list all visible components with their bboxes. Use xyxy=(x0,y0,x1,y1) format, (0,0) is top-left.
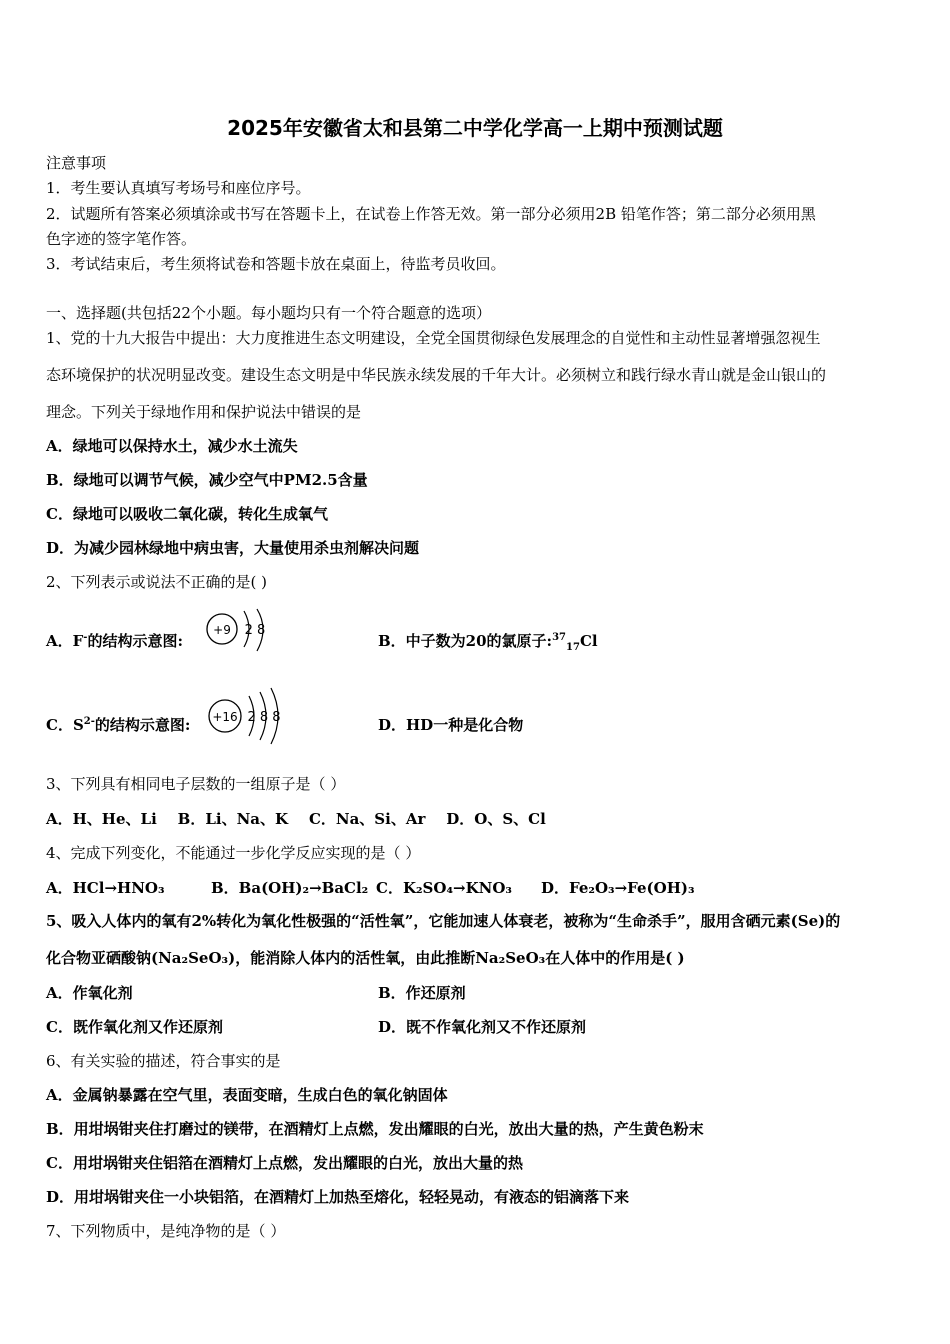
question-6-option-b: B．用坩埚钳夹住打磨过的镁带，在酒精灯上点燃，发出耀眼的白光，放出大量的热，产生黄色粉末 xyxy=(46,1120,704,1138)
question-4-option-d: D．Fe₂O₃→Fe(OH)₃ xyxy=(541,879,695,897)
notice-item: 1．考生要认真填写考场号和座位序号。 xyxy=(46,179,311,197)
question-7-stem: 7、下列物质中，是纯净物的是（ ） xyxy=(46,1222,286,1240)
notice-heading: 注意事项 xyxy=(46,154,107,172)
s-shell-electrons: 2 8 8 xyxy=(247,710,281,725)
question-1-option-b: B．绿地可以调节气候，减少空气中PM2.5含量 xyxy=(46,471,368,489)
chlorine-mass-number: 37 xyxy=(552,632,567,643)
s-nucleus-label: +16 xyxy=(212,710,238,724)
question-5-stem: 化合物亚硒酸钠(Na₂SeO₃)，能消除人体内的活性氧，由此推断Na₂SeO₃在人体中的作用是( ) xyxy=(46,949,685,967)
f-shell-electrons: 2 8 xyxy=(244,623,266,638)
question-4-option-c: C．K₂SO₄→KNO₃ xyxy=(376,879,512,897)
question-4-stem: 4、完成下列变化，不能通过一步化学反应实现的是（ ） xyxy=(46,844,421,862)
question-6-stem: 6、有关实验的描述，符合事实的是 xyxy=(46,1052,281,1070)
chlorine-atomic-number: 17 xyxy=(566,642,580,653)
question-6-option-c: C．用坩埚钳夹住铝箔在酒精灯上点燃，发出耀眼的白光，放出大量的热 xyxy=(46,1154,523,1172)
question-1-option-a: A．绿地可以保持水土，减少水土流失 xyxy=(46,437,298,455)
question-1-option-c: C．绿地可以吸收二氧化碳，转化生成氧气 xyxy=(46,505,328,523)
question-5-stem: 5、吸入人体内的氧有2%转化为氧化性极强的“活性氧”，它能加速人体衰老，被称为“生命杀手”，服用含硒元素(Se)的 xyxy=(46,912,841,930)
question-2-option-d: D．HD一种是化合物 xyxy=(378,716,524,734)
question-5-option-b: B．作还原剂 xyxy=(378,984,466,1002)
fluoride-structure-diagram xyxy=(202,607,272,657)
question-1-option-d: D．为减少园林绿地中病虫害，大量使用杀虫剂解决问题 xyxy=(46,539,420,557)
question-6-option-a: A．金属钠暴露在空气里，表面变暗，生成白色的氧化钠固体 xyxy=(46,1086,448,1104)
question-6-option-d: D．用坩埚钳夹住一小块铝箔，在酒精灯上加热至熔化，轻轻晃动，有液态的铝滴落下来 xyxy=(46,1188,630,1206)
chlorine-symbol: Cl xyxy=(579,632,598,650)
f-nucleus-label: +9 xyxy=(213,623,231,637)
question-5-option-a: A．作氧化剂 xyxy=(46,984,133,1002)
question-2-option-b xyxy=(378,630,908,653)
section-heading: 一、选择题(共包括22个小题。每小题均只有一个符合题意的选项） xyxy=(46,304,491,322)
question-4-option-a: A．HCl→HNO₃ xyxy=(46,879,165,897)
notice-item: 色字迹的签字笔作答。 xyxy=(46,230,197,248)
question-1-stem: 理念。下列关于绿地作用和保护说法中错误的是 xyxy=(46,403,362,421)
question-3-options: A．H、He、Li B．Li、Na、K C．Na、Si、Ar D．O、S、Cl xyxy=(46,810,546,828)
question-4-option-b: B．Ba(OH)₂→BaCl₂ xyxy=(211,879,369,897)
question-3-stem: 3、下列具有相同电子层数的一组原子是（ ） xyxy=(46,775,346,793)
question-2-stem: 2、下列表示或说法不正确的是( ) xyxy=(46,573,268,591)
sulfide-structure-diagram xyxy=(205,686,285,746)
question-5-option-c: C．既作氧化剂又作还原剂 xyxy=(46,1018,223,1036)
notice-item: 2．试题所有答案必须填涂或书写在答题卡上，在试卷上作答无效。第一部分必须用2B 铅笔作答；第二部分必须用黑 xyxy=(46,205,816,223)
notice-item: 3．考试结束后，考生须将试卷和答题卡放在桌面上，待监考员收回。 xyxy=(46,255,506,273)
option-a-label: A．F xyxy=(46,632,84,650)
question-1-stem: 1、党的十九大报告中提出：大力度推进生态文明建设，全党全国贯彻绿色发展理念的自觉性和主动性显著增强忽视生 xyxy=(46,329,821,347)
option-c-text: 的结构示意图: xyxy=(94,716,191,734)
option-c-label: C．S xyxy=(46,716,84,734)
option-b-text: B．中子数为20的氯原子: xyxy=(378,632,553,650)
page-title: 2025年安徽省太和县第二中学化学高一上期中预测试题 xyxy=(227,116,723,140)
option-a-charge: - xyxy=(83,632,88,643)
option-a-text: 的结构示意图: xyxy=(87,632,183,650)
question-5-option-d: D．既不作氧化剂又不作还原剂 xyxy=(378,1018,587,1036)
option-c-charge: 2- xyxy=(83,716,95,727)
question-1-stem: 态环境保护的状况明显改变。建设生态文明是中华民族永续发展的千年大计。必须树立和践行绿水青山就是金山银山的 xyxy=(46,366,827,384)
